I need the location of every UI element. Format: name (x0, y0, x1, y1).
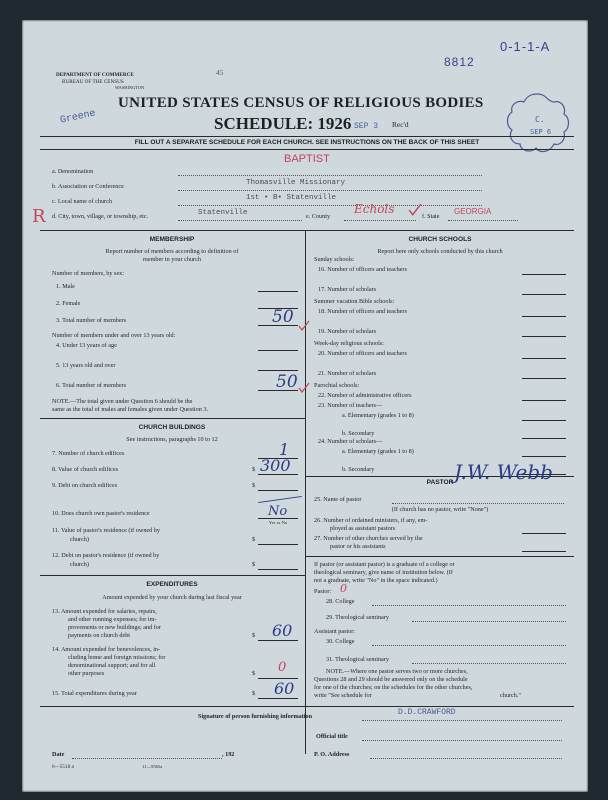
residence-debt-label-1: 12. Debt on pastor's residence (if owned by (52, 552, 160, 559)
pastor-signature[interactable]: J.W. Webb (454, 460, 553, 484)
residence-value-label-1: 11. Value of pastor's residence (if owned by (52, 527, 160, 534)
q13-line-3: provements or new buildings; and for (68, 624, 161, 631)
pastor-note-2: Questions 28 and 29 should be answered only on the schedule (314, 676, 468, 683)
q14-line-4: other purposes (68, 670, 105, 677)
graduate-rule (305, 556, 574, 557)
dollar-sign-8: $ (252, 466, 256, 473)
association-line (178, 190, 482, 191)
state-line (448, 220, 518, 221)
q21-answer-line[interactable] (522, 378, 566, 379)
svg-text:C.: C. (535, 115, 545, 124)
footer-rule (40, 706, 574, 707)
expenditures-title: EXPENDITURES (146, 581, 198, 588)
instructions-line: FILL OUT A SEPARATE SCHEDULE FOR EACH CHURCH. SEE INSTRUCTIONS ON THE BACK OF THIS SHEET (134, 139, 480, 146)
graduate-line-1: If pastor (or assistant pastor) is a graduate of a college or (314, 561, 455, 568)
q15-label: 15. Total expenditures during year (52, 690, 137, 697)
dollar-sign-11: $ (252, 536, 256, 543)
membership-sub-1: Report number of members according to definition of (105, 248, 239, 255)
q14-line-2: cluding home and foreign missions; for (68, 654, 166, 661)
form-title: UNITED STATES CENSUS OF RELIGIOUS BODIES (118, 95, 484, 111)
department-line-1: DEPARTMENT OF COMMERCE (56, 72, 134, 78)
census-form-sheet (22, 20, 588, 792)
q29-answer-line[interactable] (412, 621, 566, 622)
buildings-rule (40, 418, 305, 419)
male-answer-line[interactable] (258, 291, 298, 292)
residence-value-label-2: church) (70, 536, 89, 543)
residence-value-answer-line[interactable] (258, 544, 298, 545)
q26-line-2: ployed as assistant pastors (330, 525, 396, 532)
membership-note-1: NOTE.—The total given under Question 6 should be the (52, 398, 193, 405)
membership-sub-2: member in your church (143, 256, 201, 263)
dollar-sign-15: $ (252, 690, 256, 697)
q25-label: 25. Name of pastor (314, 496, 362, 503)
department-line-2: BUREAU OF THE CENSUS (62, 79, 124, 85)
print-number: 11—9565a (142, 764, 163, 769)
under-13-answer-line[interactable] (258, 350, 298, 351)
over-13-answer-line[interactable] (258, 370, 298, 371)
pastor-note-1: NOTE.—Where one pastor serves two or more churches, (326, 668, 468, 675)
sunday-schools-label: Sunday schools: (314, 256, 355, 263)
q17-answer-line[interactable] (522, 294, 566, 295)
edifices-value-label: 8. Value of church edifices (52, 466, 119, 473)
local-name-label: c. Local name of church (52, 198, 112, 205)
document-number: 8812 (444, 55, 475, 69)
q22-answer-line[interactable] (522, 400, 566, 401)
q19-label: 19. Number of scholars (318, 328, 377, 335)
q25-answer-line (392, 503, 564, 504)
pastor-sublabel: Pastor: (314, 588, 332, 595)
female-label: 2. Female (56, 300, 81, 307)
q24-label: 24. Number of scholars— (318, 438, 383, 445)
members-by-sex: Number of members, by sex: (52, 270, 124, 277)
po-address-line[interactable] (370, 758, 562, 759)
pastor-note-5: church." (500, 692, 521, 699)
city-line (178, 220, 302, 221)
q26-answer-line[interactable] (522, 533, 566, 534)
q13-value[interactable]: 60 (272, 621, 293, 640)
q17-label: 17. Number of scholars (318, 286, 377, 293)
over-13-label: 5. 13 years old and over (56, 362, 116, 369)
column-divider (305, 230, 306, 754)
official-title-line[interactable] (362, 740, 562, 741)
received-date-stamp: SEP 3 (354, 122, 379, 131)
signature-label: Signature of person furnishing information (198, 713, 313, 720)
church-edifices-label: 7. Number of church edifices (52, 450, 125, 457)
q23b-answer-line[interactable] (522, 438, 566, 439)
number-45: 45 (216, 68, 224, 77)
header-rule-bottom (40, 149, 574, 150)
q15-value[interactable]: 60 (274, 679, 295, 698)
q26-line-1: 26. Number of ordained ministers, if any, em- (314, 517, 428, 524)
weekday-schools-label: Week-day religious schools: (314, 340, 384, 347)
r-mark: R (32, 206, 46, 227)
buildings-title: CHURCH BUILDINGS (138, 424, 206, 431)
owns-residence-value[interactable]: No (268, 504, 288, 519)
pastor-note-4: write "See schedule for (314, 692, 372, 699)
q19-answer-line[interactable] (522, 336, 566, 337)
state-value[interactable]: GEORGIA (454, 207, 492, 216)
header-rule-top (40, 136, 574, 137)
total-members-label: 3. Total number of members (56, 317, 127, 324)
buildings-sub: See instructions, paragraphs 10 to 12 (126, 436, 218, 443)
received-label: Rec'd (392, 120, 409, 129)
expenditures-sub: Amount expended by your church during last fiscal year (102, 594, 242, 601)
edifices-debt-dash (258, 496, 302, 503)
county-line (344, 220, 416, 221)
po-address-label: P. O. Address (314, 751, 350, 758)
membership-note-2: same as the total of males and females given under Question 3. (52, 406, 209, 413)
total-members-6-value[interactable]: 50 (276, 372, 298, 392)
local-name-value[interactable]: 1st • B• Statenville (246, 194, 337, 202)
residence-debt-answer-line[interactable] (258, 569, 298, 570)
q30-label: 30. College (326, 638, 355, 645)
q14-line-1: 14. Amount expended for benevolences, in- (52, 646, 161, 653)
summer-schools-label: Summer vacation Bible schools: (314, 298, 395, 305)
svg-text:SEP 6: SEP 6 (530, 128, 552, 136)
q31-label: 31. Theological seminary (326, 656, 389, 663)
schedule-title: SCHEDULE: 1926 (214, 114, 352, 133)
q25-note: (If church has no pastor, write "None") (391, 506, 489, 513)
dollar-sign-13: $ (252, 632, 256, 639)
owns-residence-label: 10. Does church own pastor's residence (52, 510, 150, 517)
q16-label: 16. Number of officers and teachers (318, 266, 407, 273)
schools-title: CHURCH SCHOOLS (408, 236, 472, 243)
q27-line-1: 27. Number of other churches served by the (314, 535, 423, 542)
q30-answer-line[interactable] (372, 645, 566, 646)
q13-line-1: 13. Amount expended for salaries, repairs, (52, 608, 157, 615)
official-title-label: Official title (316, 733, 348, 740)
association-label: b. Association or Conference (52, 183, 124, 190)
total-members-value[interactable]: 50 (272, 307, 294, 327)
q22-label: 22. Number of administrative officers (318, 392, 412, 399)
date-label: Date (52, 751, 65, 758)
q14-line-3: denominational support; and for all (68, 662, 156, 669)
department-line-3: WASHINGTON (115, 85, 145, 90)
under-13-label: 4. Under 13 years of age (56, 342, 117, 349)
q13-line-4: payments on church debt (68, 632, 131, 639)
q23b-label: b. Secondary (342, 430, 375, 437)
church-edifices-value[interactable]: 1 (279, 440, 290, 459)
edifices-debt-answer-line[interactable] (258, 490, 298, 491)
q20-answer-line[interactable] (522, 358, 566, 359)
yes-no-hint: Yes or No (268, 520, 288, 525)
q27-answer-line[interactable] (522, 551, 566, 552)
schools-sub: Report here only schools conducted by this church (377, 248, 503, 255)
q29-label: 29. Theological seminary (326, 614, 389, 621)
q28-label: 28. College (326, 598, 355, 605)
q14-value[interactable]: 0 (278, 660, 287, 675)
under-over-label: Number of members under and over 13 years old: (52, 332, 176, 339)
signature-line (362, 720, 562, 721)
q13-answer-line (258, 640, 298, 641)
q24b-label: b. Secondary (342, 466, 375, 473)
dollar-sign-14: $ (252, 670, 256, 677)
denomination-value[interactable]: BAPTIST (284, 153, 330, 165)
q27-line-2: pastor or his assistants (330, 543, 386, 550)
county-value[interactable]: Echols (354, 202, 395, 216)
membership-title: MEMBERSHIP (149, 236, 195, 243)
q23a-label: a. Elementary (grades 1 to 8) (342, 412, 414, 419)
edifices-debt-label: 9. Debt on church edifices (52, 482, 118, 489)
check-mark-icon (408, 203, 422, 217)
q23a-answer-line[interactable] (522, 420, 566, 421)
local-name-line (178, 205, 482, 206)
dollar-sign-9: $ (252, 482, 256, 489)
expenditures-rule (40, 575, 305, 576)
denomination-label: a. Denomination (52, 168, 94, 175)
male-label: 1. Male (56, 283, 75, 290)
county-label: e. County (306, 213, 331, 220)
document-code: 0-1-1-A (500, 39, 551, 54)
q24a-answer-line[interactable] (522, 456, 566, 457)
total-members-6-label: 6. Total number of members (56, 382, 127, 389)
residence-debt-label-2: church) (70, 561, 89, 568)
q18-label: 18. Number of officers and teachers (318, 308, 407, 315)
assistant-pastor-label: Assistant pastor: (314, 628, 356, 635)
graduate-line-3: not a graduate, write "No" in the space indicated.) (314, 577, 438, 584)
year-label: , 192 (222, 751, 235, 758)
date-line[interactable] (72, 758, 222, 759)
pastor-graduate-value[interactable]: 0 (340, 582, 347, 595)
state-label: f. State (422, 213, 440, 220)
pastor-title: PASTOR (426, 479, 454, 486)
form-number: 6—5518 a (52, 764, 74, 770)
q31-answer-line[interactable] (412, 663, 566, 664)
check-mark-icon (298, 320, 310, 332)
q18-answer-line[interactable] (522, 316, 566, 317)
check-mark-icon (298, 382, 310, 394)
pastor-note-3: for one of the churches; on the schedules for the other churches, (314, 684, 473, 691)
graduate-line-2: theological seminary, give name of institution below. (If (314, 569, 453, 576)
q20-label: 20. Number of officers and teachers (318, 350, 407, 357)
q15-answer-line (258, 698, 298, 699)
signature-value[interactable]: D.D.CRAWFORD (398, 708, 456, 717)
greene-stamp: Greene (59, 108, 97, 127)
edifices-value-value[interactable]: 300 (260, 456, 291, 475)
association-value[interactable]: Thomasville Missionary (246, 179, 346, 187)
section-rule (40, 230, 574, 231)
q28-answer-line[interactable] (372, 605, 566, 606)
city-value[interactable]: Statenville (198, 209, 248, 217)
q23-label: 23. Number of teachers— (318, 402, 383, 409)
denomination-line (178, 175, 482, 176)
city-label: d. City, town, village, or township, etc. (52, 213, 149, 220)
dollar-sign-12: $ (252, 561, 256, 568)
q21-label: 21. Number of scholars (318, 370, 377, 377)
q16-answer-line[interactable] (522, 274, 566, 275)
q24a-label: a. Elementary (grades 1 to 8) (342, 448, 414, 455)
parochial-schools-label: Parochial schools: (314, 382, 360, 389)
q13-line-2: and other running expenses; for im- (68, 616, 157, 623)
